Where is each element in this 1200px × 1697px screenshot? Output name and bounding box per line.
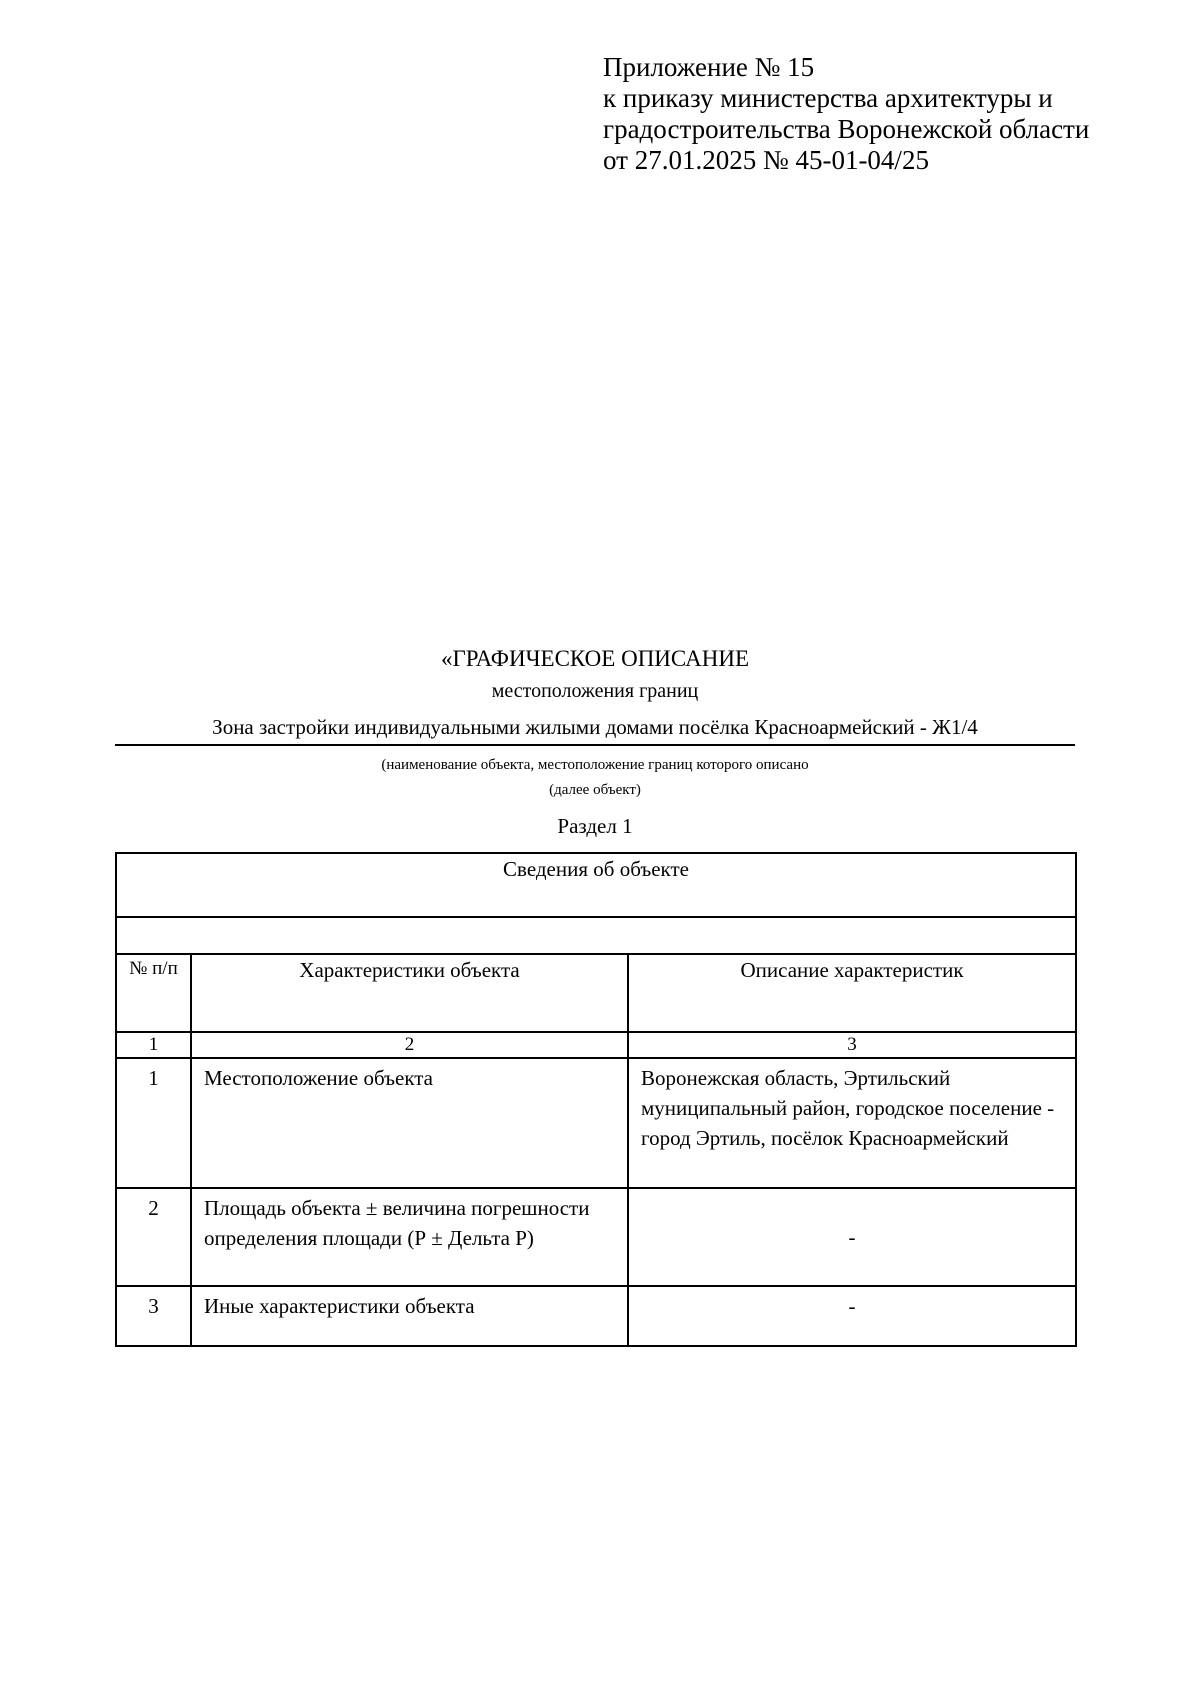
section-label: Раздел 1: [557, 814, 633, 838]
appendix-line-1: Приложение № 15: [603, 52, 815, 82]
table-row: [116, 1286, 1076, 1346]
row-characteristic: Иные характеристики объекта: [191, 1286, 628, 1346]
object-name: Зона застройки индивидуальными жилыми домами посёлка Красноармейский - Ж1/4: [115, 712, 1075, 746]
table-row: [116, 1188, 1076, 1286]
appendix-line-4: от 27.01.2025 № 45-01-04/25: [603, 145, 929, 175]
row-num: 3: [116, 1286, 191, 1346]
header-characteristic: Характеристики объекта: [191, 954, 628, 1032]
table-empty-cell: [116, 917, 1076, 954]
document-title: «ГРАФИЧЕСКОЕ ОПИСАНИЕ: [440, 646, 749, 671]
row-num: 2: [116, 1188, 191, 1286]
caption-line-1: (наименование объекта, местоположение границ которого описано: [381, 757, 809, 773]
header-num: № п/п: [116, 954, 191, 1032]
document-subtitle: местоположения границ: [491, 680, 699, 702]
row-description: -: [628, 1286, 1076, 1346]
table-column-numbers-row: [116, 1032, 1076, 1058]
caption-line-2: (далее объект): [549, 782, 641, 798]
object-name-caption: [115, 753, 1075, 803]
column-number-1: 1: [116, 1032, 191, 1058]
table-caption-row: [116, 853, 1076, 917]
table-caption: Сведения об объекте: [116, 853, 1076, 917]
row-description: Воронежская область, Эртильский муниципальный район, городское поселение - город Эртиль, посёлок Красноармейский: [628, 1058, 1076, 1188]
appendix-line-3: градостроительства Воронежской области: [603, 114, 1090, 144]
column-number-2: 2: [191, 1032, 628, 1058]
row-description: -: [628, 1188, 1076, 1286]
header-description: Описание характеристик: [628, 954, 1076, 1032]
appendix-header: [603, 52, 1089, 176]
table-empty-row: [116, 917, 1076, 954]
column-number-3: 3: [628, 1032, 1076, 1058]
table-header-row: [116, 954, 1076, 1032]
object-info-table: [115, 852, 1077, 1347]
appendix-line-2: к приказу министерства архитектуры и: [603, 83, 1053, 113]
row-characteristic: Местоположение объекта: [191, 1058, 628, 1188]
row-num: 1: [116, 1058, 191, 1188]
row-characteristic: Площадь объекта ± величина погрешности определения площади (Р ± Дельта Р): [191, 1188, 628, 1286]
table-row: [116, 1058, 1076, 1188]
